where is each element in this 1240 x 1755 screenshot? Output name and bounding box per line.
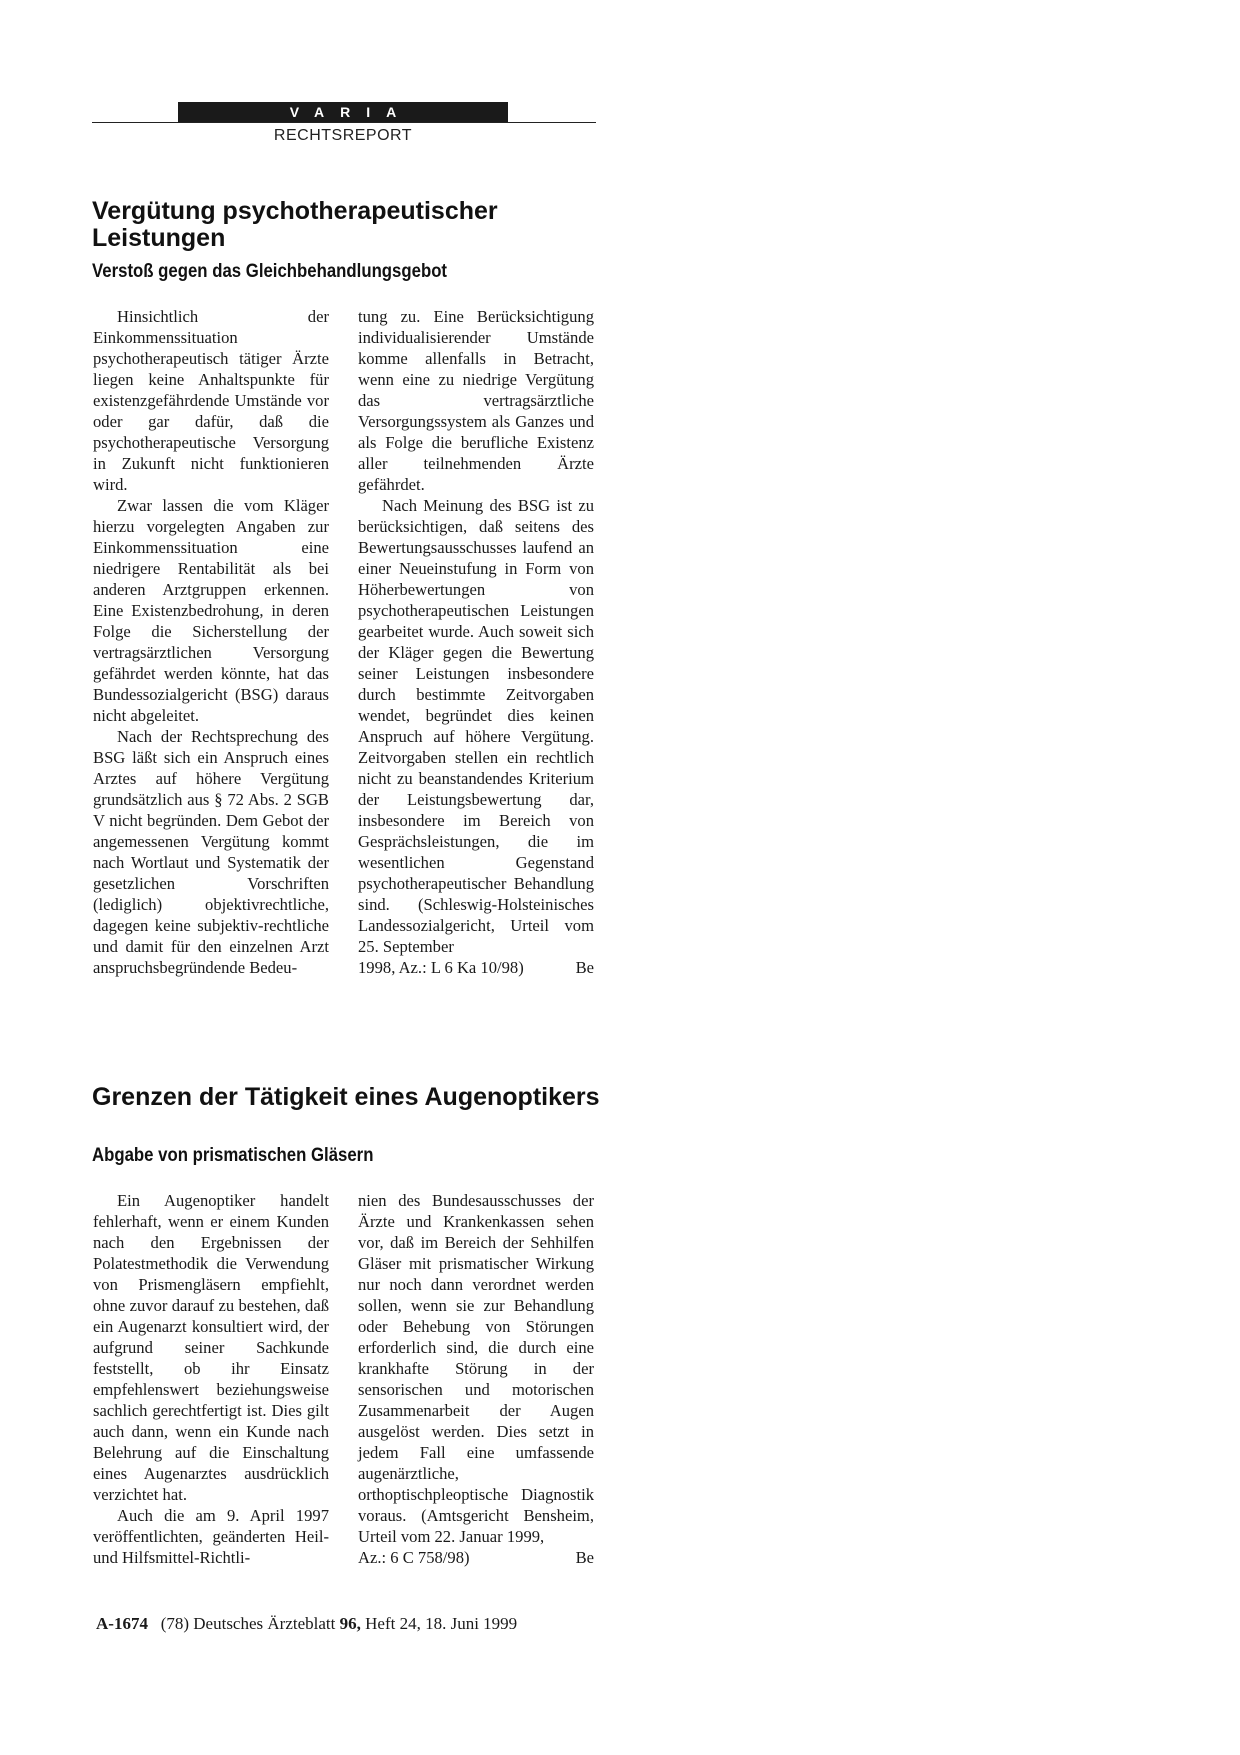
- header-rule: [92, 122, 596, 123]
- article-2-column-2: [358, 1190, 594, 1568]
- article-1-title: Vergütung psychotherapeutischer Leistungen: [92, 197, 498, 252]
- paragraph: Nach Meinung des BSG ist zu berücksichtigen, daß seitens des Bewertungsausschusses laufend an einer Neueinstufung in Form von Höherbewertungen von psychotherapeutischen Leistungen gearbeitet wurde. Auch soweit sich der Kläger gegen die Bewertung seiner Leistungen insbesondere durch bestimmte Zeitvorgaben wendet, begründet dies keinen Anspruch auf höhere Vergütung. Zeitvorgaben stellen ein rechtlich nicht zu beanstandendes Kriterium der Leistungsbewertung dar, insbesondere im Bereich von Gesprächsleistungen, die im wesentlichen Gegenstand psychotherapeutischer Behandlung sind. (Schleswig-Holsteinisches Landessozialgericht, Urteil vom 25. September: [358, 496, 594, 956]
- paragraph: Nach der Rechtsprechung des BSG läßt sich ein Anspruch eines Arztes auf höhere Vergütung grundsätzlich aus § 72 Abs. 2 SGB V nicht begründen. Dem Gebot der angemessenen Vergütung kommt nach Wortlaut und Systematik der gesetzlichen Vorschriften (lediglich) objektivrechtliche, dagegen keine subjektiv-rechtliche und damit für den einzelnen Arzt anspruchsbegründende Bedeu-: [93, 727, 329, 977]
- section-label: VARIA: [178, 102, 508, 122]
- paragraph: Auch die am 9. April 1997 veröffentlichten, geänderten Heil- und Hilfsmittel-Richtli-: [93, 1506, 329, 1567]
- article-2-column-1: [93, 1190, 329, 1568]
- paragraph: Zwar lassen die vom Kläger hierzu vorgelegten Angaben zur Einkommenssituation eine niedrigere Rentabilität als bei anderen Arztgruppen erkennen. Eine Existenzbedrohung, in deren Folge die Sicherstellung der vertragsärztlichen Versorgung gefährdet werden könnte, hat das Bundessozialgericht (BSG) daraus nicht abgeleitet.: [93, 496, 329, 725]
- author-signature: Be: [575, 958, 594, 977]
- article-2-title: Grenzen der Tätigkeit eines Augenoptikers: [92, 1083, 600, 1111]
- citation-end: Az.: 6 C 758/98): [358, 1548, 470, 1567]
- paragraph: Ein Augenoptiker handelt fehlerhaft, wenn er einem Kunden nach den Ergebnissen der Polatestmethodik die Verwendung von Prismengläsern empfiehlt, ohne zuvor darauf zu bestehen, daß ein Augenarzt konsultiert wird, der aufgrund seiner Sachkunde feststellt, ob ihr Einsatz empfehlenswert beziehungsweise sachlich gerechtfertigt ist. Dies gilt auch dann, wenn ein Kunde nach Belehrung auf die Einschaltung eines Augenarztes ausdrücklich verzichtet hat.: [93, 1191, 329, 1504]
- journal-name: (78) Deutsches Ärzteblatt: [160, 1614, 336, 1633]
- page-footer: [96, 1614, 517, 1634]
- article-1-column-2: [358, 306, 594, 978]
- volume-number: 96,: [339, 1614, 361, 1633]
- subsection-label: RECHTSREPORT: [273, 127, 413, 144]
- article-1-column-1: [93, 306, 329, 978]
- article-1-subtitle: Verstoß gegen das Gleichbehandlungsgebot: [92, 260, 448, 282]
- article-2-subtitle: Abgabe von prismatischen Gläsern: [92, 1144, 374, 1166]
- signature-line: [358, 957, 594, 978]
- author-signature: Be: [575, 1548, 594, 1567]
- paragraph: tung zu. Eine Berücksichtigung individualisierender Umstände komme allenfalls in Betracht, wenn eine zu niedrige Vergütung das vertragsärztliche Versorgungssystem als Ganzes und als Folge die berufliche Existenz aller teilnehmenden Ärzte gefährdet.: [358, 307, 594, 494]
- page-code: A-1674: [96, 1614, 148, 1633]
- paragraph: nien des Bundesausschusses der Ärzte und Krankenkassen sehen vor, daß im Bereich der Sehhilfen Gläser mit prismatischer Wirkung nur noch dann verordnet werden sollen, wenn sie zur Behandlung oder Behebung von Störungen erforderlich sind, die durch eine krankhafte Störung in der sensorischen und motorischen Zusammenarbeit der Augen ausgelöst werden. Dies setzt in jedem Fall eine umfassende augenärztliche, orthoptischpleoptische Diagnostik voraus. (Amtsgericht Bensheim, Urteil vom 22. Januar 1999,: [358, 1191, 594, 1546]
- paragraph: Hinsichtlich der Einkommenssituation psychotherapeutisch tätiger Ärzte liegen keine Anhaltspunkte für existenzgefährdende Umstände vor oder gar dafür, daß die psychotherapeutische Versorgung in Zukunft nicht funktionieren wird.: [93, 307, 329, 494]
- citation-end: 1998, Az.: L 6 Ka 10/98): [358, 958, 524, 977]
- issue-date: Heft 24, 18. Juni 1999: [365, 1614, 518, 1633]
- signature-line: [358, 1547, 594, 1568]
